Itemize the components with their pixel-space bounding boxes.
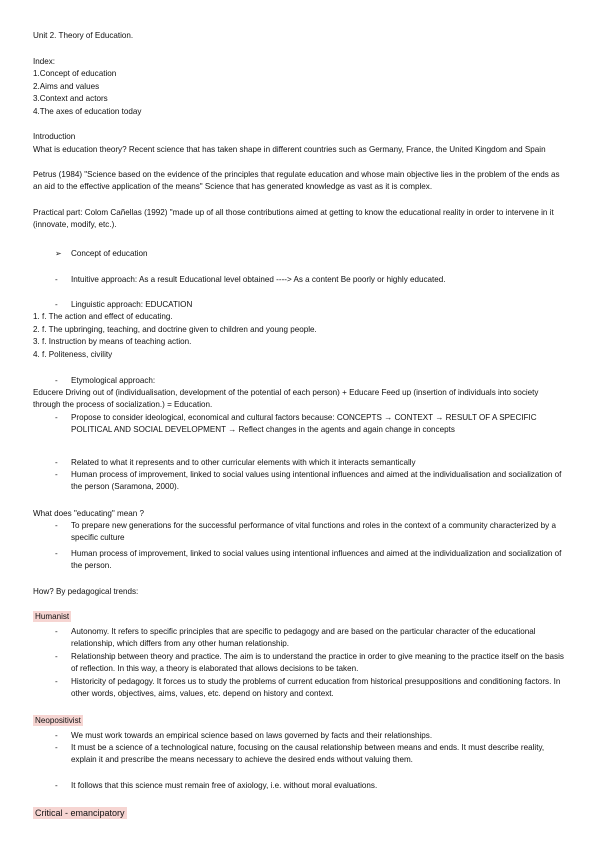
humanist-bullet: - Historicity of pedagogy. It forces us to study the problems of current education from historical presuppositions and conditioning factors. In other words, objectives, aims, values, etc. depend on history and context. — [71, 676, 565, 700]
linguistic-item: 2. f. The upbringing, teaching, and doctrine given to children and young people. — [33, 325, 317, 334]
educating-bullet: - To prepare new generations for the successful performance of vital functions and roles in the context of a community characterized by a specific culture — [71, 520, 565, 544]
concept-heading: Concept of education — [71, 249, 148, 258]
neo-bullet: - We must work towards an empirical science based on laws governed by facts and their relationships. — [71, 730, 565, 742]
etym-bullet: - Human process of improvement, linked to social values using intentional influences and aimed at the individualisation and socialization of the person (Saramona, 2000). — [71, 469, 565, 493]
critical-heading — [33, 807, 127, 819]
etym-bullet: - Related to what it represents and to other curricular elements with which it interacts semantically — [71, 457, 565, 469]
dash-bullet: - — [55, 275, 58, 284]
educating-bullet: - Human process of improvement, linked to social values using intentional influences and aimed at the individualization and socialization of the person. — [71, 548, 565, 572]
humanist-heading-text: Humanist — [35, 612, 70, 621]
dash-bullet: - — [55, 376, 58, 385]
neo-bullet: - It follows that this science must remain free of axiology, i.e. without moral evaluations. — [71, 780, 565, 792]
index-item: 1.Concept of education — [33, 69, 117, 78]
neo-heading — [33, 715, 83, 727]
educating-heading: What does "educating" mean ? — [33, 509, 145, 518]
dash-bullet: - — [55, 300, 58, 309]
document-title: Unit 2. Theory of Education. — [33, 31, 134, 40]
intro-heading: Introduction — [33, 132, 76, 141]
linguistic-approach: Linguistic approach: EDUCATION — [71, 300, 193, 309]
index-item: 2.Aims and values — [33, 82, 100, 91]
etymological-text: Educere Driving out of (individualisation, development of the potential of each person) + Educare Feed up (insertion of individuals into society through the process of socialization.) = Education. — [33, 388, 539, 410]
etym-bullet: - Propose to consider ideological, economical and cultural factors because: CONCEPTS → CONTEXT → RESULT OF A SPECIFIC POLITICAL AND SOCIAL DEVELOPMENT → Reflect changes in the agents and again change in concepts — [71, 412, 565, 436]
intro-paragraph: Petrus (1984) "Science based on the evidence of the principles that regulate education and whose main objective lies in the problem of the ends as an aid to the effective application of the means" Science that has generated knowledge as vast as it is complex. — [33, 170, 560, 192]
linguistic-item: 1. f. The action and effect of educating. — [33, 312, 173, 321]
etymological-approach: Etymological approach: — [71, 376, 156, 385]
how-heading: How? By pedagogical trends: — [33, 587, 139, 596]
humanist-bullet: - Autonomy. It refers to specific principles that are specific to pedagogy and are based on the particular character of the educational relationship, which differs from any other human relationship. — [71, 626, 565, 650]
intro-paragraph: Practical part: Colom Cañellas (1992) "made up of all those contributions aimed at getting to know the educational reality in order to intervene in it (innovate, modify, etc.). — [33, 208, 554, 230]
arrow-bullet-icon: ➢ — [55, 249, 62, 258]
critical-heading-text: Critical - emancipatory — [35, 808, 125, 818]
humanist-heading — [33, 611, 71, 623]
neo-bullet: - It must be a science of a technological nature, focusing on the causal relationship between means and ends. It must describe reality, explain it and prescribe the means necessary to achieve the desired ends without valuing them. — [71, 742, 565, 766]
linguistic-item: 4. f. Politeness, civility — [33, 350, 113, 359]
intro-paragraph: What is education theory? Recent science that has taken shape in different countries such as Germany, France, the United Kingdom and Spain — [33, 145, 546, 154]
linguistic-item: 3. f. Instruction by means of teaching action. — [33, 337, 192, 346]
index-item: 3.Context and actors — [33, 94, 108, 103]
humanist-bullet: - Relationship between theory and practice. The aim is to understand the practice in order to give meaning to the practice itself on the basis of reflection. In this way, a theory is elaborated that allows decisions to be taken. — [71, 651, 565, 675]
index-item: 4.The axes of education today — [33, 107, 142, 116]
intuitive-approach: Intuitive approach: As a result Educational level obtained ----> As a content Be poorly or highly educated. — [71, 275, 446, 284]
neo-heading-text: Neopositivist — [35, 716, 81, 725]
index-label: Index: — [33, 57, 56, 66]
